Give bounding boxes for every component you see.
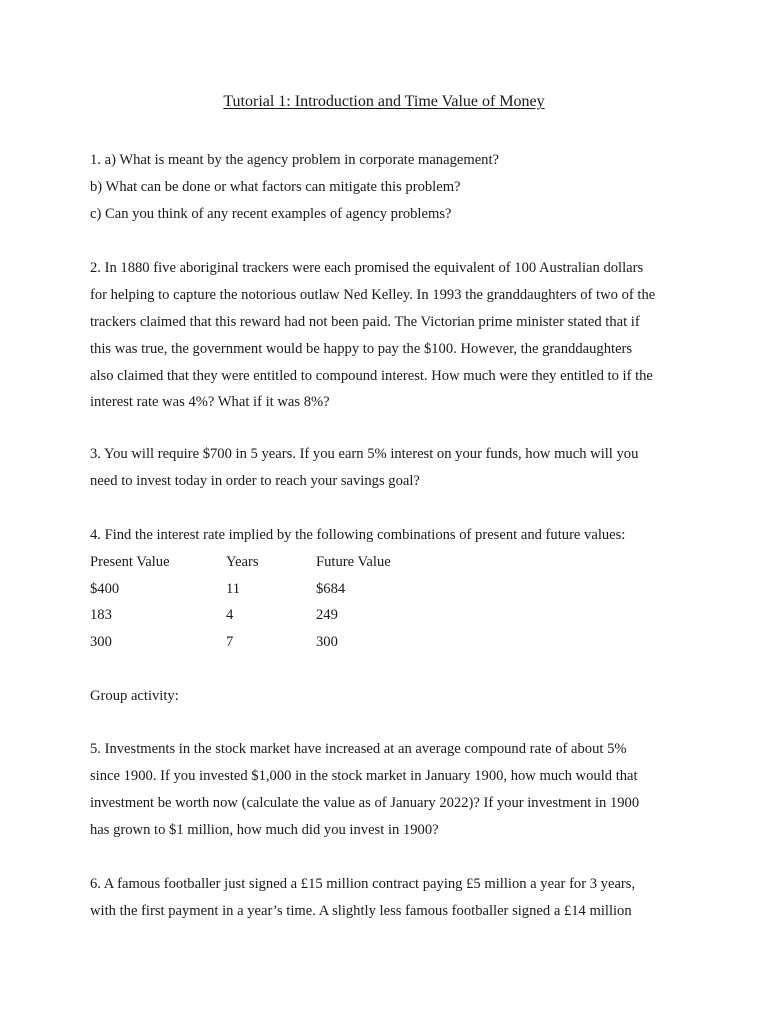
table-cell: $684 xyxy=(316,581,346,597)
q6-line: 6. A famous footballer just signed a £15 million contract paying £5 million a year for 3 years, xyxy=(90,876,636,892)
q6-line: with the first payment in a year’s time. A slightly less famous footballer signed a £14 million xyxy=(90,903,632,919)
page-title: Tutorial 1: Introduction and Time Value of Money xyxy=(223,93,545,110)
q5-line: 5. Investments in the stock market have increased at an average compound rate of about 5% xyxy=(90,741,627,757)
q2-line: interest rate was 4%? What if it was 8%? xyxy=(90,394,330,410)
q3-line: 3. You will require $700 in 5 years. If you earn 5% interest on your funds, how much will you xyxy=(90,446,639,462)
q2-line: also claimed that they were entitled to compound interest. How much were they entitled to if the xyxy=(90,368,653,384)
table-cell: $400 xyxy=(90,581,120,597)
q1-part-c: c) Can you think of any recent examples of agency problems? xyxy=(90,206,452,222)
table-cell: 7 xyxy=(226,634,234,650)
table-header-present-value: Present Value xyxy=(90,554,170,570)
q5-line: investment be worth now (calculate the value as of January 2022)? If your investment in 1900 xyxy=(90,795,640,811)
q2-line: for helping to capture the notorious outlaw Ned Kelley. In 1993 the granddaughters of two of the xyxy=(90,287,656,303)
q4-intro: 4. Find the interest rate implied by the following combinations of present and future values: xyxy=(90,527,626,543)
q1-part-a: 1. a) What is meant by the agency problem in corporate management? xyxy=(90,152,500,168)
q5-line: has grown to $1 million, how much did you invest in 1900? xyxy=(90,822,439,838)
q2-line: trackers claimed that this reward had not been paid. The Victorian prime minister stated that if xyxy=(90,314,640,330)
q2-line: this was true, the government would be happy to pay the $100. However, the granddaughters xyxy=(90,341,633,357)
q1-part-b: b) What can be done or what factors can mitigate this problem? xyxy=(90,179,461,195)
table-cell: 300 xyxy=(90,634,112,650)
q3-line: need to invest today in order to reach your savings goal? xyxy=(90,473,420,489)
table-cell: 4 xyxy=(226,607,234,623)
group-activity-heading: Group activity: xyxy=(90,688,179,704)
table-cell: 183 xyxy=(90,607,112,623)
table-cell: 11 xyxy=(226,581,241,597)
table-cell: 300 xyxy=(316,634,338,650)
table-cell: 249 xyxy=(316,607,338,623)
table-header-future-value: Future Value xyxy=(316,554,391,570)
q2-line: 2. In 1880 five aboriginal trackers were each promised the equivalent of 100 Australian dollars xyxy=(90,260,644,276)
table-header-years: Years xyxy=(226,554,259,570)
q5-line: since 1900. If you invested $1,000 in the stock market in January 1900, how much would that xyxy=(90,768,638,784)
